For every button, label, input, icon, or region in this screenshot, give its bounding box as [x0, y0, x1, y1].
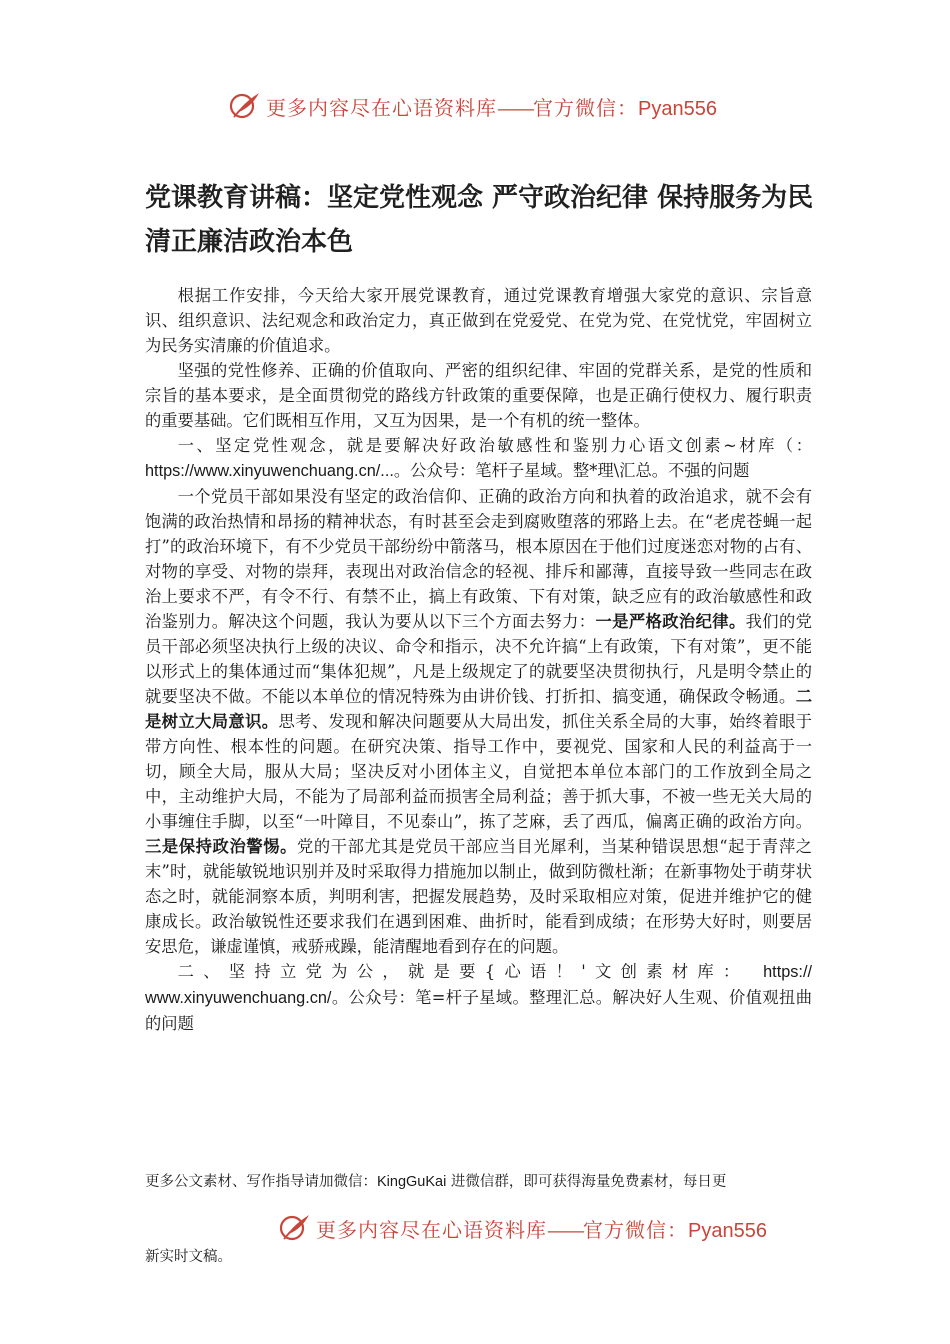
- paragraph-intro: 根据工作安排，今天给大家开展党课教育，通过党课教育增强大家党的意识、宗旨意识、组织意识、法纪观念和政治定力，真正做到在党爱党、在党为党、在党忧党，牢固树立为民务实清廉的价值追求。: [145, 286, 812, 355]
- section-2-text-a: 二、坚持立党为公，就是要{心语！'文创素材库：: [177, 962, 749, 981]
- paragraph-section-1-body: [145, 484, 812, 959]
- section-1-body-c: 我们的党员干部必须坚决执行上级的决议、命令和指示，决不允许搞“上有政策，下有对策”，更不能以形式上的集体通过而“集体犯规”，凡是上级规定了的就要坚决贯彻执行，凡是明令禁止的就要坚决不做。不能以本单位的情况特殊为由讲价钱、打折扣、搞变通，确保政令畅通。: [145, 612, 812, 706]
- section-heading-1: [145, 433, 812, 484]
- section-1-url: https://www.xinyuwenchuang.cn/...: [145, 462, 394, 480]
- wechat-label: 官方微信：: [583, 1218, 688, 1242]
- point-3-heading: 三是保持政治警惕。: [145, 837, 297, 856]
- section-1-body-e: 党的干部尤其是党员干部应当目光犀利，当某种错误思想“起于青萍之末”时，就能敏锐地识别并及时采取得力措施加以制止，做到防微杜渐；在新事物处于萌芽状态之时，就能洞察本质，判明利害，把握发展趋势，及时采取相应对策，促进并维护它的健康成长。政治敏锐性还要求我们在遇到困难、曲折时，能看到成绩；在形势大好时，则要居安思危，谦虚谨慎，戒骄戒躁，能清醒地看到存在的问题。: [145, 837, 812, 956]
- footer-watermark-banner: [0, 1208, 950, 1248]
- section-2-url-part2: www.xinyuwenchuang.cn/: [145, 989, 332, 1007]
- footer-note-continued: 新实时文稿。: [145, 1249, 232, 1265]
- header-watermark-banner: [0, 86, 950, 126]
- section-heading-2-cont: [145, 985, 812, 1036]
- section-1-text-a: 一、坚定党性观念，就是要解决好政治敏感性和鉴别力心语文创素~材库（：: [177, 436, 812, 455]
- banner-dash: ——: [547, 1218, 583, 1242]
- section-2-url-part1: https://: [763, 963, 812, 981]
- paragraph-basis: 坚强的党性修养、正确的价值取向、严密的组织纪律、牢固的党群关系，是党的性质和宗旨的基本要求，是全面贯彻党的路线方针政策的重要保障，也是正确行使权力、履行职责的重要基础。它们既相互作用，又互为因果，是一个有机的统一整体。: [145, 361, 812, 430]
- footer-text-a: 更多公文素材、写作指导请加微信：: [145, 1174, 377, 1190]
- footer-wechat-id: KingGuKai: [377, 1174, 447, 1190]
- point-1-heading: 一是严格政治纪律。: [595, 612, 746, 631]
- section-1-body-d: 思考、发现和解决问题要从大局出发，抓住关系全局的大事，始终着眼于带方向性、根本性的问题。在研究决策、指导工作中，要视党、国家和人民的利益高于一切，顾全大局，服从大局；坚决反对小团体主义，自觉把本单位本部门的工作放到全局之中，主动维护大局，不能为了局部利益而损害全局利益；善于抓大事，不被一些无关大局的小事缠住手脚，以至“一叶障目，不见泰山”，拣了芝麻，丢了西瓜，偏离正确的政治方向。: [145, 712, 812, 831]
- quill-logo-icon: [228, 90, 262, 120]
- quill-logo-icon: [278, 1212, 312, 1242]
- point-2-heading: 二是树立大局意识。: [145, 687, 812, 731]
- document-body: [145, 283, 812, 1036]
- section-1-body-a: 一个党员干部如果没有坚定的政治信仰、正确的政治方向和执着的政治追求，就不会有饱满的政治热情和昂扬的精神状态，有时甚至会走到腐败堕落的邪路上去。在“老虎苍蝇一起打”的政治环境下，有不少党员干部纷纷中箭落马，根本原因在于他们过度迷恋对物的占有、对物的享受、对物的崇拜，表现出对政治信念的轻视、排斥和鄙薄，直接导致一些同志在政治上要求不严，有令不行、有禁不止，搞上有政策、下有对策，缺乏应有的政治敏感性和政治鉴别力。解决这个问题，我认为要从以下三个方面去努力：: [145, 487, 812, 631]
- banner-dash: ——: [497, 96, 533, 120]
- brand-name: 更多内容尽在心语资料库: [266, 96, 497, 120]
- banner-text: [316, 1214, 767, 1243]
- document-title: 党课教育讲稿：坚定党性观念 严守政治纪律 保持服务为民清正廉洁政治本色: [145, 183, 814, 257]
- section-1-text-b: 。公众号：笔杆子星域。整*理\汇总。不强的问题: [393, 461, 750, 480]
- section-heading-2: [145, 959, 812, 985]
- brand-name: 更多内容尽在心语资料库: [316, 1218, 547, 1242]
- wechat-id: Pyan556: [688, 1220, 767, 1242]
- banner-text: [266, 92, 717, 121]
- footer-text-b: 进微信群，即可获得海量免费素材，每日更: [446, 1174, 727, 1190]
- wechat-label: 官方微信：: [533, 96, 638, 120]
- footer-note: [145, 1172, 825, 1192]
- wechat-id: Pyan556: [638, 98, 717, 120]
- section-2-text-b: 。公众号：笔=杆子星域。整理汇总。解决好人生观、价值观扭曲的问题: [145, 988, 812, 1033]
